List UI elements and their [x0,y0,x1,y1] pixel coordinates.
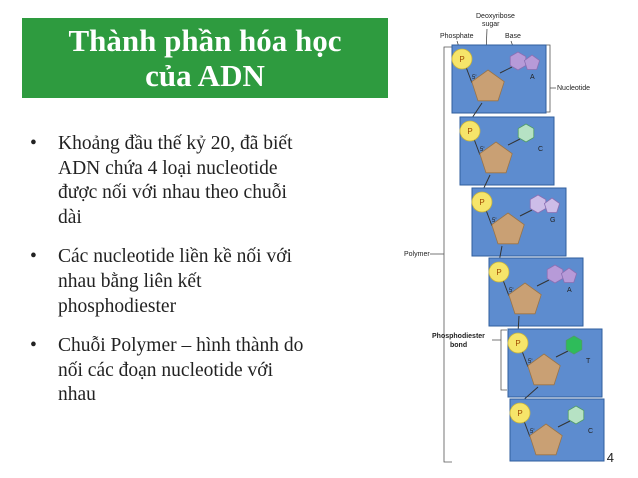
prime-5-label: 5' [528,359,533,365]
base-ring [518,124,534,142]
bullet-text-line: ADN chứa 4 loại nucleotide [58,157,278,179]
bullet-text-line: Các nucleotide liền kề nối với [58,246,292,268]
bullet-marker: • [30,246,37,268]
page-number: 4 [606,450,614,465]
base-letter: A [530,74,535,81]
phosphodiester-bracket [501,330,507,390]
phosphate-label: Phosphate [440,33,474,40]
phosphate-symbol: P [515,339,521,348]
phosphate-symbol: P [517,409,523,418]
nucleotide-unit [508,329,602,407]
base-ring [547,265,563,283]
base-letter: A [567,287,572,294]
deoxyribose-label-line2: sugar [482,21,500,28]
nucleotide-label: Nucleotide [557,85,591,92]
deoxyribose-label-line1: Deoxyribose [476,13,515,20]
polymer-bracket [444,47,452,462]
phosphodiester-label-line2: bond [450,342,468,349]
nucleotide-unit [460,117,554,195]
bullet-text-line: Chuỗi Polymer – hình thành do [58,335,304,357]
base-letter: G [550,217,556,224]
polymer-label: Polymer [404,251,430,258]
phosphate-symbol: P [467,127,473,136]
phosphodiester-label-line1: Phosphodiester [432,333,485,340]
base-letter: C [538,146,544,153]
base-ring [530,195,546,213]
base-ring [566,336,582,354]
bullet-text-line: nhau bằng liên kết [58,270,202,292]
bullet-marker: • [30,335,37,357]
prime-5-label: 5' [530,429,535,435]
nucleotide-bracket [546,45,550,112]
bullet-text-line: dài [58,206,82,228]
bullet-text-line: Khoảng đầu thế kỷ 20, đã biết [58,133,293,154]
prime-5-label: 5' [492,218,497,224]
phosphate-symbol: P [479,198,485,207]
title-line-1: Thành phần hóa học [68,23,342,58]
nucleotide-units [452,45,604,461]
bullet-text-line: phosphodiester [58,295,177,317]
nucleotide-unit [472,188,566,266]
phosphate-symbol: P [496,268,502,277]
bullet-text-line: nhau [58,384,96,406]
title-line-2: của ADN [145,58,265,93]
nucleotide-unit [452,45,546,123]
prime-5-label: 5' [472,75,477,81]
base-letter: T [586,358,591,365]
prime-5-label: 5' [480,147,485,153]
base-letter: C [588,428,594,435]
phosphate-symbol: P [459,55,465,64]
bullet-marker: • [30,133,37,154]
base-label: Base [505,33,521,40]
prime-5-label: 5' [509,288,514,294]
nucleotide-unit [510,399,604,461]
nucleotide-unit [489,258,583,336]
base-ring [510,52,526,70]
base-ring [568,406,584,424]
bullet-text-line: nối các đoạn nucleotide với [58,359,273,381]
bullet-text-line: được nối với nhau theo chuỗi [58,182,287,204]
